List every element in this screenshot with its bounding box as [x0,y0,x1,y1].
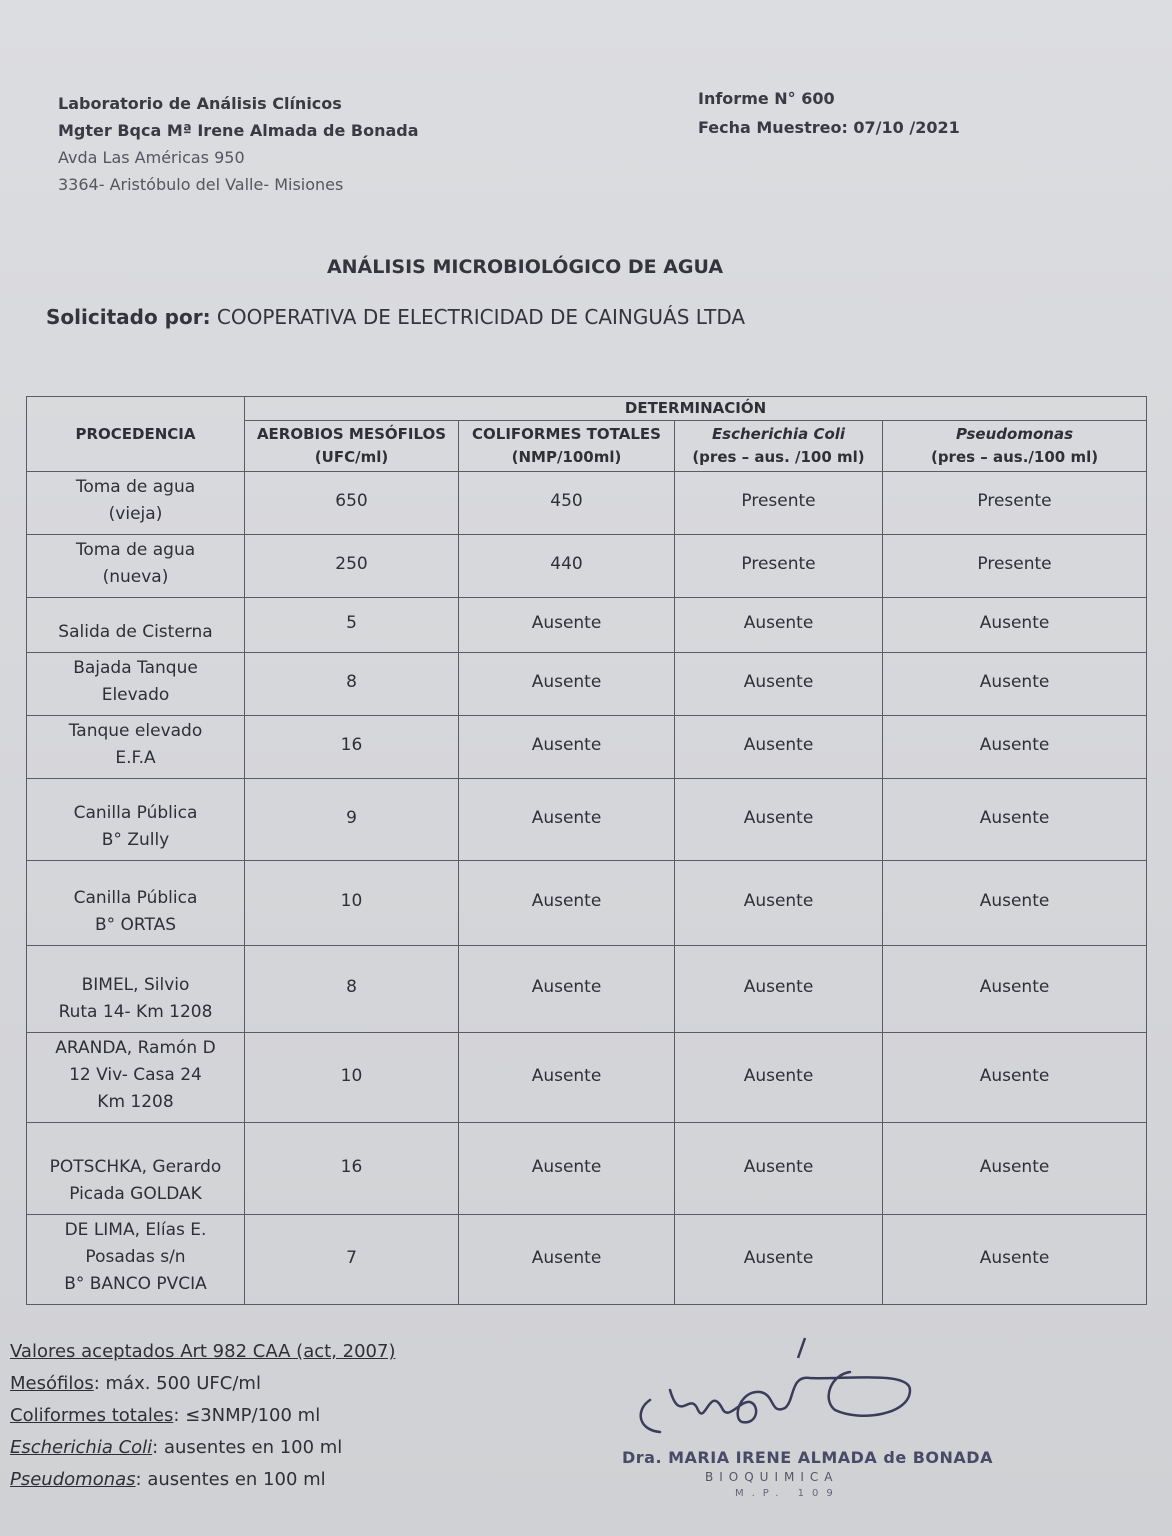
col-aerobios-header: AEROBIOS MESÓFILOS (UFC/ml) [245,421,459,472]
accepted-values-heading: Valores aceptados Art 982 CAA (act, 2007) [10,1341,396,1362]
accepted-value-item: Escherichia Coli: ausentes en 100 ml [10,1437,343,1458]
coliformes-cell: Ausente [459,653,675,716]
pseudo-cell: Ausente [883,1215,1147,1305]
accepted-value-item: Mesófilos: máx. 500 UFC/ml [10,1373,261,1394]
pseudo-cell: Ausente [883,861,1147,946]
procedencia-cell: Salida de Cisterna [27,598,245,653]
stamp-name: Dra. MARIA IRENE ALMADA de BONADA [622,1448,993,1467]
coliformes-cell: Ausente [459,1215,675,1305]
coliformes-cell: Ausente [459,779,675,861]
table-row [27,1215,1147,1305]
aerobios-cell: 9 [245,779,459,861]
accepted-value-item: Pseudomonas: ausentes en 100 ml [10,1469,326,1490]
lab-header [58,90,419,198]
ecoli-cell: Ausente [675,1215,883,1305]
table-row [27,598,1147,653]
aerobios-cell: 7 [245,1215,459,1305]
document-title: ANÁLISIS MICROBIOLÓGICO DE AGUA [326,256,724,278]
coliformes-cell: Ausente [459,1123,675,1215]
aerobios-cell: 5 [245,598,459,653]
ecoli-cell: Ausente [675,946,883,1033]
aerobios-cell: 8 [245,653,459,716]
coliformes-cell: 450 [459,472,675,535]
table-row [27,861,1147,946]
table-row [27,653,1147,716]
pseudo-cell: Ausente [883,598,1147,653]
procedencia-cell: BIMEL, Silvio Ruta 14- Km 1208 [27,946,245,1033]
report-number: Informe N° 600 [698,89,835,108]
pseudo-cell: Ausente [883,1033,1147,1123]
aerobios-cell: 10 [245,861,459,946]
sampling-date: Fecha Muestreo: 07/10 /2021 [698,118,960,137]
table-row [27,779,1147,861]
procedencia-cell: Canilla Pública B° Zully [27,779,245,861]
procedencia-cell: Canilla Pública B° ORTAS [27,861,245,946]
procedencia-cell: Bajada Tanque Elevado [27,653,245,716]
coliformes-cell: 440 [459,535,675,598]
procedencia-cell: Toma de agua (nueva) [27,535,245,598]
ecoli-cell: Ausente [675,1033,883,1123]
pseudo-cell: Ausente [883,779,1147,861]
coliformes-cell: Ausente [459,716,675,779]
table-row [27,716,1147,779]
stamp-title: BIOQUIMICA [705,1470,839,1484]
table-row [27,535,1147,598]
accepted-values [10,1336,395,1496]
requested-by-label: Solicitado por: [46,305,211,329]
pseudo-cell: Ausente [883,946,1147,1033]
aerobios-cell: 16 [245,716,459,779]
ecoli-cell: Presente [675,535,883,598]
ecoli-cell: Ausente [675,653,883,716]
pseudo-cell: Presente [883,535,1147,598]
procedencia-cell: Tanque elevado E.F.A [27,716,245,779]
procedencia-cell: Toma de agua (vieja) [27,472,245,535]
report-header [698,84,960,142]
coliformes-cell: Ausente [459,861,675,946]
aerobios-cell: 8 [245,946,459,1033]
pseudo-cell: Presente [883,472,1147,535]
ecoli-cell: Ausente [675,598,883,653]
requested-by [46,305,745,329]
aerobios-cell: 650 [245,472,459,535]
coliformes-cell: Ausente [459,1033,675,1123]
ecoli-cell: Ausente [675,779,883,861]
accepted-value-item: Coliformes totales: ≤3NMP/100 ml [10,1405,321,1426]
coliformes-cell: Ausente [459,598,675,653]
lab-city: 3364- Aristóbulo del Valle- Misiones [58,175,344,194]
pseudo-cell: Ausente [883,653,1147,716]
table-row [27,946,1147,1033]
col-ecoli-header: Escherichia Coli (pres – aus. /100 ml) [675,421,883,472]
procedencia-cell: DE LIMA, Elías E. Posadas s/n B° BANCO PVCIA [27,1215,245,1305]
procedencia-cell: POTSCHKA, Gerardo Picada GOLDAK [27,1123,245,1215]
table-row [27,1123,1147,1215]
ecoli-cell: Ausente [675,1123,883,1215]
aerobios-cell: 16 [245,1123,459,1215]
lab-address: Avda Las Américas 950 [58,148,245,167]
ecoli-cell: Presente [675,472,883,535]
results-table [26,396,1147,1305]
lab-director: Mgter Bqca Mª Irene Almada de Bonada [58,121,419,140]
pseudo-cell: Ausente [883,716,1147,779]
col-pseudomonas-header: Pseudomonas (pres – aus./100 ml) [883,421,1147,472]
aerobios-cell: 10 [245,1033,459,1123]
coliformes-cell: Ausente [459,946,675,1033]
procedencia-cell: ARANDA, Ramón D 12 Viv- Casa 24 Km 1208 [27,1033,245,1123]
table-row [27,1033,1147,1123]
stamp-registration: M.P. 109 [735,1488,841,1499]
ecoli-cell: Ausente [675,861,883,946]
determinacion-header: DETERMINACIÓN [245,397,1147,421]
lab-name: Laboratorio de Análisis Clínicos [58,94,342,113]
ecoli-cell: Ausente [675,716,883,779]
procedencia-header: PROCEDENCIA [27,397,245,472]
col-coliformes-header: COLIFORMES TOTALES (NMP/100ml) [459,421,675,472]
aerobios-cell: 250 [245,535,459,598]
pseudo-cell: Ausente [883,1123,1147,1215]
requested-by-value: COOPERATIVA DE ELECTRICIDAD DE CAINGUÁS LTDA [216,305,746,329]
table-row [27,472,1147,535]
